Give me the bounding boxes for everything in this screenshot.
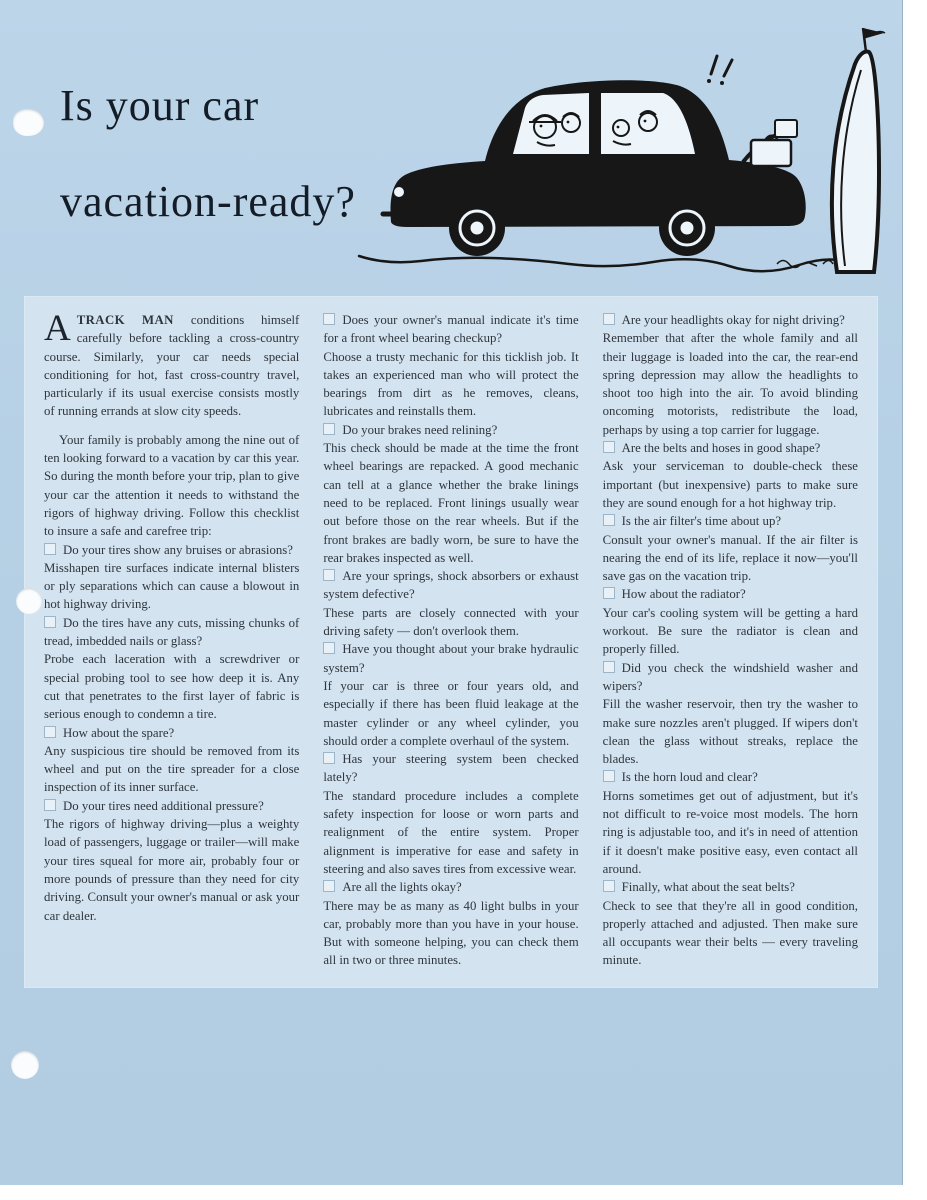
checklist-answer: These parts are closely connected with your driving safety — don't overlook them. xyxy=(323,605,579,639)
checklist-answer: Consult your owner's manual. If the air filter is nearing the end of its life, replace it now—you'll save gas on the vacation trip. xyxy=(602,532,858,584)
checklist-question xyxy=(323,567,578,604)
question-text: Are all the lights okay? xyxy=(342,880,462,895)
page-title-line2: vacation-ready? xyxy=(60,177,356,226)
car xyxy=(383,56,806,256)
checklist-question xyxy=(44,614,299,651)
drop-cap: A xyxy=(44,308,71,349)
checklist-question xyxy=(44,797,299,815)
checklist-question xyxy=(323,311,578,348)
column-2 xyxy=(323,311,578,970)
paragraph-text: conditions himself carefully before tackling a cross-country course. Similarly, your car needs special conditioning for hot, fast cross-country travel, particularly if its usual exercise consists mostly of running errands at slow city speeds. xyxy=(44,313,300,419)
checkbox-icon xyxy=(323,313,335,325)
checklist-answer: Any suspicious tire should be removed from its wheel and put on the tire spreader for a close inspection of its inner surface. xyxy=(44,743,300,795)
checklist-answer: If your car is three or four years old, and especially if there has been fluid leakage at the master cylinder or any wheel cylinder, you should order a complete overhaul of the system. xyxy=(323,678,579,748)
column-3 xyxy=(603,311,858,970)
punch-hole-middle xyxy=(16,588,42,614)
car-body xyxy=(391,80,806,227)
paragraph: Your family is probably among the nine out of ten looking forward to a vacation by car this year. So during the month before your trip, plan to give your car the attention it needs to withstand the rigors of highway driving. Follow this checklist to insure a safe and carefree trip: xyxy=(44,432,300,539)
question-text: Have you thought about your brake hydraulic system? xyxy=(323,642,579,675)
page-title xyxy=(60,81,356,226)
question-text: Are the belts and hoses in good shape? xyxy=(621,441,821,456)
checkbox-icon xyxy=(44,799,56,811)
question-text: Does your owner's manual indicate it's time for a front wheel bearing checkup? xyxy=(323,313,579,346)
masthead xyxy=(0,0,902,296)
checklist-question xyxy=(603,768,858,786)
question-text: Do the tires have any cuts, missing chunks of tread, imbedded nails or glass? xyxy=(44,615,300,649)
checklist-question xyxy=(44,724,299,742)
page-title-line1: Is your car xyxy=(60,81,260,130)
column-1 xyxy=(44,308,300,970)
lead-phrase: TRACK MAN xyxy=(76,313,191,327)
checkbox-icon xyxy=(603,441,615,453)
checklist-question xyxy=(323,421,578,439)
checkbox-icon xyxy=(323,642,335,654)
checklist-answer: This check should be made at the time the front wheel bearings are repacked. A good mechanic can tell at a glance whether the brake linings need to be replaced. Front linings usually wear out before those on the rear wheels. But if the front brakes are badly worn, be sure to have the rear brakes inspected as well. xyxy=(323,441,579,565)
luggage xyxy=(743,120,797,166)
checkbox-icon xyxy=(603,514,615,526)
checklist-answer: There may be as many as 40 light bulbs in your car, probably more than you have in your house. But with someone helping, you can check them all in two or three minutes. xyxy=(323,898,579,968)
checklist-answer: Remember that after the whole family and all their luggage is loaded into the car, the rear-end spring depression may allow the headlights to shoot too high into the air. To avoid blinding oncoming motorists, redistribute the load, perhaps by using a top carrier for luggage. xyxy=(602,331,858,437)
checklist-question xyxy=(603,311,858,329)
question-text: Finally, what about the seat belts? xyxy=(621,880,795,895)
checklist-answer: Check to see that they're all in good condition, properly attached and adjusted. Then make sure all occupants wear their belts — every traveling minute. xyxy=(602,898,858,968)
checklist-answer: Misshapen tire surfaces indicate internal blisters or ply separations which can cause a blowout in hot highway driving. xyxy=(44,560,300,612)
checkbox-icon xyxy=(323,880,335,892)
punch-hole-bottom xyxy=(11,1051,39,1079)
checklist-question xyxy=(44,541,299,559)
checkbox-icon xyxy=(323,569,335,581)
question-text: How about the radiator? xyxy=(621,587,746,602)
question-text: Do your tires show any bruises or abrasions? xyxy=(63,542,293,557)
headlight xyxy=(394,187,404,197)
checkbox-icon xyxy=(603,770,615,782)
checklist-answer: Fill the washer reservoir, then try the washer to make sure nozzles aren't plugged. If wipers don't clean the glass without streaks, replace the blades. xyxy=(602,697,858,767)
checkbox-icon xyxy=(44,616,56,628)
checkbox-icon xyxy=(603,313,615,325)
family-car-illustration xyxy=(345,14,890,282)
checkbox-icon xyxy=(603,661,615,673)
article-body xyxy=(24,296,878,988)
motion-marks xyxy=(711,56,732,76)
question-text: How about the spare? xyxy=(63,725,175,740)
checklist-answer: Horns sometimes get out of adjustment, but it's not difficult to re-voice most models. The horn ring is adjustable too, and it's in need of attention if it doesn't make positive easy, even contact all around. xyxy=(602,788,858,876)
checkbox-icon xyxy=(323,423,335,435)
question-text: Do your brakes need relining? xyxy=(342,422,498,437)
question-text: Is the air filter's time about up? xyxy=(621,514,782,529)
checklist-question xyxy=(603,439,858,457)
checklist-question xyxy=(603,878,858,896)
question-text: Are your springs, shock absorbers or exhaust system defective? xyxy=(323,569,579,602)
checkbox-icon xyxy=(603,587,615,599)
lead-paragraph xyxy=(44,308,300,421)
question-text: Is the horn loud and clear? xyxy=(621,770,758,785)
checklist-answer: The standard procedure includes a complete safety inspection for loose or worn parts and realignment of the entire system. Proper alignment is imperative for ease and safety in steering and also saves tires from excessive wear. xyxy=(323,788,579,876)
checklist-question xyxy=(323,750,578,787)
checklist-answer: Ask your serviceman to double-check these important (but inexpensive) parts to make sure they are sound enough for a hot highway trip. xyxy=(602,459,858,510)
checklist-answer: Choose a trusty mechanic for this ticklish job. It takes an experienced man who will protect the bearings from dirt as he removes, cleans, lubricates and reinstalls them. xyxy=(323,349,579,419)
question-text: Did you check the windshield washer and wipers? xyxy=(602,660,858,693)
checkbox-icon xyxy=(323,752,335,764)
checklist-answer: Probe each laceration with a screwdriver or special probing tool to see how deep it is. Any cut that penetrates to the first layer of fabric is serious enough to condemn a tire. xyxy=(44,652,300,722)
checklist-question xyxy=(323,878,578,896)
checkbox-icon xyxy=(44,543,56,555)
checkbox-icon xyxy=(44,726,56,738)
question-text: Are your headlights okay for night driving? xyxy=(621,313,845,327)
checklist-question xyxy=(603,659,858,696)
checklist-question xyxy=(603,512,858,530)
checklist-question xyxy=(323,640,578,677)
checklist-answer: The rigors of highway driving—plus a weighty load of passengers, luggage or trailer—will make your tires squeal for more air, probably four or more pounds of pressure than they need for city driving. Consult your owner's manual or ask your car dealer. xyxy=(44,817,300,923)
question-text: Has your steering system been checked lately? xyxy=(323,752,579,785)
question-text: Do your tires need additional pressure? xyxy=(63,798,264,813)
boat xyxy=(832,28,885,272)
checkbox-icon xyxy=(603,880,615,892)
checklist-answer: Your car's cooling system will be getting a hard workout. Be sure the radiator is clean and properly filled. xyxy=(602,605,858,657)
checklist-question xyxy=(603,585,858,603)
ground-line xyxy=(359,256,859,271)
